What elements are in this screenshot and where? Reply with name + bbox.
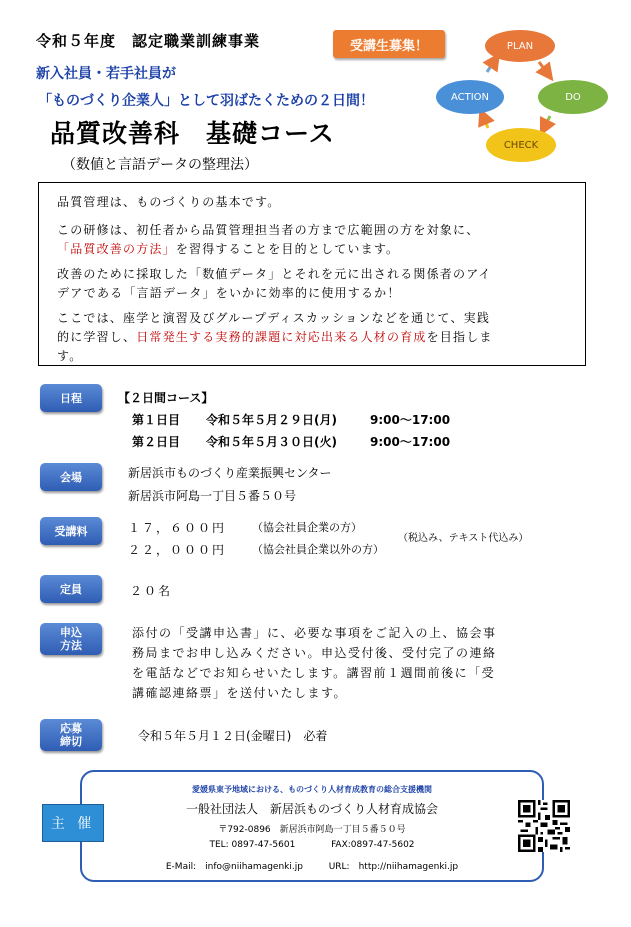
pdca-cycle-diagram xyxy=(430,28,620,173)
intro-text: す。 xyxy=(57,349,83,363)
day2-label: 第２日目 xyxy=(132,435,181,449)
year-program-line: 令和５年度 認定職業訓練事業 xyxy=(36,32,261,50)
intro-paragraph-1 xyxy=(57,193,571,212)
day2-date: 令和５年５月３０日(火) xyxy=(206,435,337,449)
page-subtitle: （数値と言語データの整理法） xyxy=(62,157,258,173)
capacity-value: ２０名 xyxy=(130,584,173,598)
apply-label-line: 申込 xyxy=(60,626,82,639)
host-label: 主 催 xyxy=(42,804,104,842)
deadline-value: 令和５年５月１２日(金曜日) 必着 xyxy=(138,729,328,743)
arrow-action-plan xyxy=(487,60,495,72)
host-email[interactable]: E-Mail: info@niihamagenki.jp xyxy=(165,862,303,872)
deadline-label-line: 締切 xyxy=(60,735,82,748)
day1-date: 令和５年５月２９日(月) xyxy=(206,413,337,427)
pdca-plan: PLAN xyxy=(485,30,555,62)
intro-highlight: 「品質改善の方法」 xyxy=(57,242,176,256)
day1-label: 第１日目 xyxy=(132,413,181,427)
subtitle-line-1: 新入社員・若手社員が xyxy=(36,66,176,82)
host-tagline: 愛媛県東予地域における、ものづくり人材育成教育の総合支援機関 xyxy=(192,785,432,794)
venue-label: 会場 xyxy=(40,463,102,491)
intro-paragraph-2 xyxy=(57,221,571,259)
apply-line-2: 務局までお申し込みください。申込受付後、受付完了の連絡 xyxy=(132,646,497,660)
deadline-label-line: 応募 xyxy=(60,722,82,735)
intro-text: を目指しま xyxy=(426,330,493,344)
intro-text: を習得することを目的としています。 xyxy=(175,242,400,256)
host-tel: TEL: 0897-47-5601 xyxy=(209,840,296,850)
apply-label-line: 方法 xyxy=(60,639,82,652)
fee-nonmember-note: （協会社員企業以外の方） xyxy=(252,543,384,556)
capacity-label: 定員 xyxy=(40,575,102,603)
intro-text: 的に学習し、 xyxy=(57,330,137,344)
intro-text: 改善のために採取した「数値データ」とそれを元に出される関係者のアイ xyxy=(57,267,492,281)
intro-box xyxy=(38,182,586,366)
page-title: 品質改善科 基礎コース xyxy=(50,119,335,148)
intro-paragraph-4 xyxy=(57,309,571,366)
arrow-do-check xyxy=(544,116,550,128)
host-fax: FAX:0897-47-5602 xyxy=(331,840,415,850)
day1-time: 9:00～17:00 xyxy=(370,413,451,427)
host-org-name: 一般社団法人 新居浜ものづくり人材育成協会 xyxy=(185,802,438,816)
qr-code-icon xyxy=(518,800,570,852)
fee-member-note: （協会社員企業の方） xyxy=(252,521,362,534)
apply-label xyxy=(40,623,102,655)
intro-text: 品質管理は、ものづくりの基本です。 xyxy=(57,195,281,209)
intro-highlight: 日常発生する実務的課題に対応出来る人材の育成 xyxy=(136,330,427,344)
arrow-plan-do xyxy=(539,62,548,74)
apply-line-1: 添付の「受講申込書」に、必要な事項をご記入の上、協会事 xyxy=(132,626,497,640)
pdca-action: ACTION xyxy=(436,80,504,114)
recruit-badge: 受講生募集！ xyxy=(333,30,445,58)
deadline-label xyxy=(40,719,102,751)
host-phone-fax xyxy=(82,840,542,850)
subtitle-line-2: 「ものづくり企業人」として羽ばたくための２日間！ xyxy=(38,93,374,109)
fee-label: 受講料 xyxy=(40,517,102,545)
apply-line-3: を電話などでお知らせいたします。講習前１週間前後に「受 xyxy=(132,666,496,680)
fee-tax-note: （税込み、テキスト代込み） xyxy=(398,533,529,544)
intro-paragraph-3 xyxy=(57,265,571,303)
host-email-url xyxy=(82,859,542,872)
venue-address: 新居浜市阿島一丁目５番５０号 xyxy=(128,489,297,503)
day2-time: 9:00～17:00 xyxy=(370,435,451,449)
intro-text: この研修は、初任者から品質管理担当者の方まで広範囲の方を対象に、 xyxy=(57,223,480,237)
venue-name: 新居浜市ものづくり産業振興センター xyxy=(128,466,332,480)
arrow-check-action xyxy=(483,116,488,128)
pdca-do: DO xyxy=(538,80,608,114)
host-postal-address: 〒792-0896 新居浜市阿島一丁目５番５０号 xyxy=(218,825,406,835)
fee-nonmember-price: ２２，０００円 xyxy=(128,543,227,557)
schedule-course: 【２日間コース】 xyxy=(118,391,214,405)
host-url[interactable]: URL: http://niihamagenki.jp xyxy=(328,862,459,872)
pdca-check: CHECK xyxy=(486,128,556,162)
schedule-label: 日程 xyxy=(40,384,102,412)
fee-member-price: １７，６００円 xyxy=(128,521,227,535)
host-info-box xyxy=(80,770,544,882)
intro-text: デアである「言語データ」をいかに効率的に使用するか！ xyxy=(57,286,401,300)
apply-line-4: 講確認連絡票」を送付いたします。 xyxy=(132,686,348,700)
intro-text: ここでは、座学と演習及びグループディスカッションなどを通じて、実践 xyxy=(57,311,491,325)
